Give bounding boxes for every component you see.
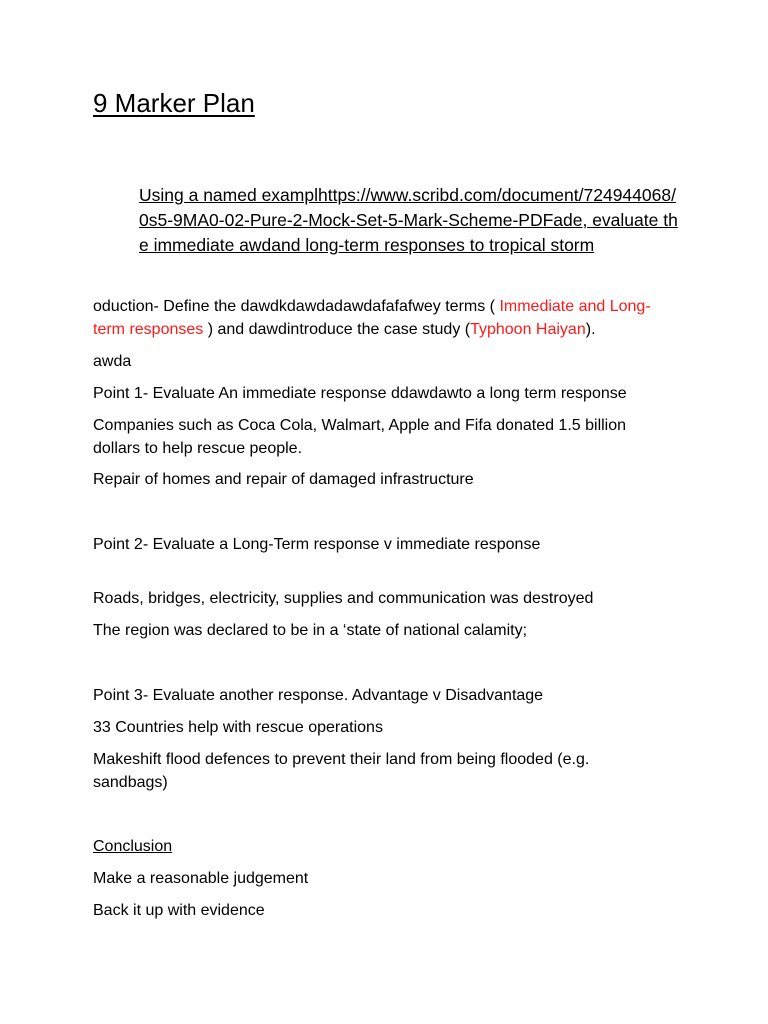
point-3-heading: Point 3- Evaluate another response. Advantage v Disadvantage xyxy=(93,687,544,704)
point-3-makeshift: Makeshift flood defences to prevent their land from being flooded (e.g. sandbags) xyxy=(93,751,590,791)
point-2-heading: Point 2- Evaluate a Long-Term response v immediate response xyxy=(93,536,541,553)
point-2-roads: Roads, bridges, electricity, supplies and communication was destroyed xyxy=(93,590,594,607)
introduction-paragraph xyxy=(93,295,673,341)
point-3-countries: 33 Countries help with rescue operations xyxy=(93,719,383,736)
intro-text-1: oduction- Define the dawdkdawdadawdafafafwey terms ( xyxy=(93,298,500,315)
intro-case-study: Typhoon Haiyan xyxy=(470,321,586,338)
intro-text-3: ). xyxy=(585,321,596,338)
line-awda: awda xyxy=(93,353,132,370)
point-1-repair: Repair of homes and repair of damaged infrastructure xyxy=(93,471,474,488)
conclusion-judgement: Make a reasonable judgement xyxy=(93,870,309,887)
intro-text-2: ) and dawdintroduce the case study ( xyxy=(203,321,471,338)
intro-key-terms: Immediate and Long-term responses xyxy=(93,298,651,338)
point-1-heading: Point 1- Evaluate An immediate response ddawdawto a long term response xyxy=(93,385,627,402)
point-1-companies: Companies such as Coca Cola, Walmart, Apple and Fifa donated 1.5 billion dollars to help rescue people. xyxy=(93,417,627,457)
point-2-region: The region was declared to be in a ‘state of national calamity; xyxy=(93,622,528,639)
conclusion-heading: Conclusion xyxy=(93,838,173,855)
conclusion-evidence: Back it up with evidence xyxy=(93,902,265,919)
question-prompt: Using a named examplhttps://www.scribd.com/document/724944068/0s5-9MA0-02-Pure-2-Mock-Set-5-Mark-Scheme-PDFade, evaluate the immediate awdand long-term responses to tropical storm xyxy=(139,185,678,255)
page-title: 9 Marker Plan xyxy=(93,88,255,118)
